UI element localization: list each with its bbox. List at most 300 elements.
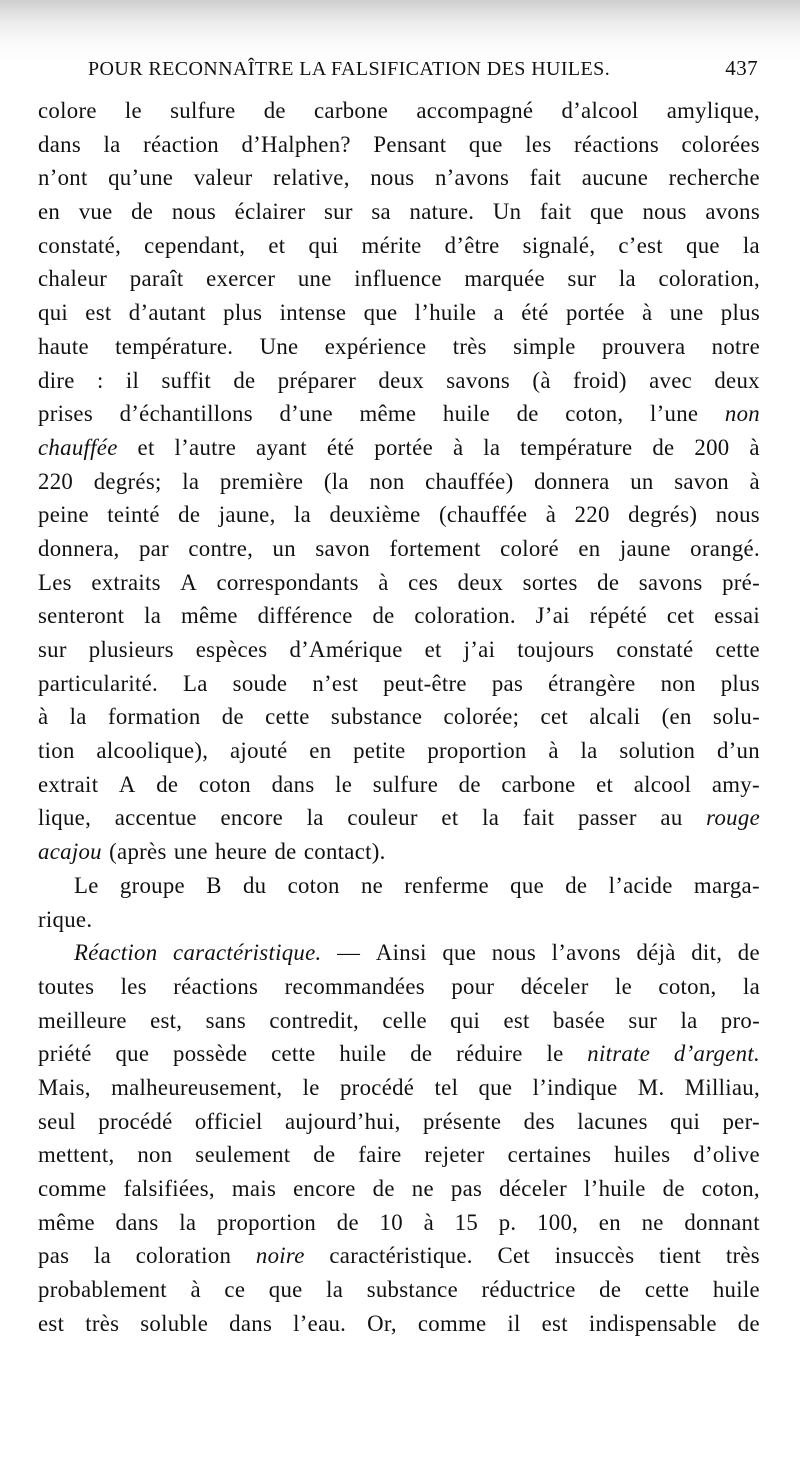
word: degrés) bbox=[628, 502, 698, 528]
word: que bbox=[686, 232, 720, 258]
word: fait bbox=[522, 805, 555, 831]
word: J’ai bbox=[535, 603, 570, 629]
word: soude bbox=[232, 670, 288, 696]
word: valeur bbox=[193, 165, 253, 191]
word: fait bbox=[529, 165, 562, 191]
text-line bbox=[38, 1105, 760, 1139]
word: proportion bbox=[216, 1209, 317, 1235]
word: influence bbox=[354, 266, 442, 292]
word: insuccès bbox=[554, 1243, 635, 1269]
word: savons bbox=[446, 367, 511, 393]
word: la bbox=[326, 1277, 344, 1303]
text-line bbox=[38, 734, 760, 768]
word: de bbox=[516, 401, 539, 427]
word: non bbox=[369, 468, 405, 494]
word: un bbox=[272, 535, 296, 561]
word: tel bbox=[434, 1074, 459, 1100]
word: de bbox=[662, 1176, 685, 1201]
word: que bbox=[590, 199, 624, 225]
word: dans bbox=[115, 1209, 159, 1235]
word: sans bbox=[205, 1007, 247, 1033]
word: plus bbox=[223, 300, 263, 326]
word: de bbox=[131, 199, 154, 225]
word: la bbox=[103, 131, 121, 157]
text-line bbox=[38, 296, 760, 330]
word: de bbox=[313, 1142, 336, 1168]
word: d’être bbox=[444, 232, 500, 258]
text-line bbox=[38, 700, 760, 734]
word: n’avons bbox=[434, 165, 510, 191]
word: nous bbox=[491, 940, 537, 966]
word: qui bbox=[308, 232, 339, 258]
word: que bbox=[478, 1074, 513, 1100]
word: espèces bbox=[195, 637, 268, 662]
word: dans bbox=[271, 771, 315, 797]
word: donnera, bbox=[38, 535, 120, 561]
word: chaleur bbox=[38, 266, 108, 292]
word: la bbox=[306, 805, 324, 831]
word: sur bbox=[628, 1007, 658, 1033]
word: pro- bbox=[720, 1007, 760, 1033]
word: encore bbox=[220, 805, 284, 831]
word: ne bbox=[360, 872, 384, 898]
word: à bbox=[545, 502, 557, 528]
word: à bbox=[38, 704, 49, 730]
word: senteront bbox=[38, 603, 125, 629]
word: une bbox=[297, 266, 332, 292]
word: de bbox=[372, 603, 395, 629]
word: coton, bbox=[701, 1176, 760, 1201]
text-line bbox=[38, 835, 760, 869]
word: les bbox=[525, 131, 552, 157]
word: en bbox=[38, 199, 61, 225]
text-line bbox=[38, 1037, 760, 1071]
word: cette bbox=[644, 1277, 690, 1303]
word: certaines bbox=[507, 1142, 592, 1168]
word: 200 bbox=[694, 434, 730, 460]
word: cette bbox=[271, 1041, 316, 1067]
word: orangé. bbox=[690, 535, 760, 561]
text-line bbox=[38, 330, 760, 364]
word: préparer bbox=[277, 367, 357, 393]
word: Réaction bbox=[74, 940, 158, 966]
word: indispensable bbox=[588, 1310, 717, 1336]
word: savon bbox=[674, 468, 729, 494]
word: comme bbox=[417, 1310, 487, 1336]
word: alcali bbox=[589, 704, 641, 730]
word: amy- bbox=[711, 771, 760, 797]
text-line bbox=[38, 1004, 760, 1038]
text-line bbox=[38, 768, 760, 802]
word: au bbox=[660, 805, 683, 831]
word: d’un bbox=[716, 738, 760, 764]
word: que bbox=[363, 300, 398, 326]
word: éclairer bbox=[234, 199, 306, 225]
word: alcool bbox=[633, 771, 692, 797]
word: pour bbox=[451, 973, 495, 999]
word: huile bbox=[712, 1277, 760, 1303]
word: recherche bbox=[668, 165, 760, 191]
word: une bbox=[173, 839, 208, 865]
word: colore bbox=[38, 98, 97, 123]
word: une bbox=[669, 300, 704, 326]
word: portée bbox=[374, 434, 434, 460]
word: 15 bbox=[454, 1209, 479, 1235]
word: Ainsi bbox=[375, 940, 427, 966]
word: n’est bbox=[312, 670, 359, 696]
word: rique. bbox=[38, 906, 93, 932]
word: d’Amérique bbox=[289, 637, 403, 662]
word: qui bbox=[38, 300, 69, 326]
word: relative, bbox=[272, 165, 350, 191]
word: il bbox=[507, 1310, 521, 1336]
word: d’argent. bbox=[673, 1041, 760, 1067]
word: l’huile bbox=[584, 1176, 646, 1201]
word: cette bbox=[715, 637, 760, 662]
word: colorée; bbox=[443, 704, 520, 730]
word: coton bbox=[198, 771, 252, 797]
word: pas bbox=[450, 1176, 483, 1201]
text-line bbox=[38, 498, 760, 532]
word: la bbox=[580, 738, 598, 764]
text-line bbox=[38, 1138, 760, 1172]
word: donnant bbox=[684, 1209, 760, 1235]
word: en bbox=[598, 1209, 621, 1235]
word: celle bbox=[382, 1007, 427, 1033]
word: recommandées bbox=[284, 973, 425, 999]
word: toujours bbox=[517, 637, 595, 662]
word: contredit, bbox=[269, 1007, 360, 1033]
word: sulfure bbox=[372, 771, 439, 797]
word: réaction bbox=[143, 131, 219, 157]
word: chauffée bbox=[38, 434, 118, 460]
word: huiles bbox=[614, 1142, 671, 1168]
word: dans bbox=[229, 1310, 273, 1336]
word: soluble bbox=[140, 1310, 209, 1336]
word: sur bbox=[38, 637, 67, 662]
word: correspondants bbox=[216, 569, 359, 595]
word: et bbox=[137, 434, 155, 460]
word: à bbox=[190, 1277, 201, 1303]
word: déceler bbox=[499, 1176, 568, 1201]
word: cet bbox=[666, 603, 695, 629]
word: contact). bbox=[303, 839, 386, 865]
word: (chauffée bbox=[438, 502, 528, 528]
word: coloré bbox=[500, 535, 559, 561]
word: que bbox=[442, 940, 477, 966]
word: suffit bbox=[161, 367, 212, 393]
word: chauffée) bbox=[425, 468, 514, 494]
word: de bbox=[565, 872, 588, 898]
word: réactions bbox=[173, 973, 259, 999]
word: noire bbox=[255, 1243, 305, 1269]
text-line bbox=[38, 667, 760, 701]
word: possède bbox=[173, 1041, 248, 1067]
word: avons bbox=[705, 199, 760, 225]
word: nitrate bbox=[587, 1041, 651, 1067]
text-line bbox=[38, 195, 760, 229]
word: de bbox=[410, 1041, 433, 1067]
word: La bbox=[183, 670, 208, 696]
word: même bbox=[38, 1209, 95, 1235]
word: des bbox=[523, 1108, 555, 1134]
word: malheureusement, bbox=[111, 1074, 283, 1100]
word: formation bbox=[107, 704, 201, 730]
word: les bbox=[120, 973, 147, 999]
word: caractéristique. bbox=[173, 940, 322, 966]
word: jaune, bbox=[218, 502, 276, 528]
word: prouvera bbox=[601, 333, 686, 359]
word: simple bbox=[513, 333, 576, 359]
word: (après bbox=[109, 839, 167, 865]
word: en bbox=[309, 738, 332, 764]
word: à bbox=[378, 569, 389, 595]
word: caractéristique. bbox=[329, 1243, 473, 1269]
word: lique, bbox=[38, 805, 92, 831]
word: expérience bbox=[324, 333, 427, 359]
text-line bbox=[38, 1172, 760, 1206]
word: de bbox=[737, 940, 760, 966]
word: prises bbox=[38, 401, 93, 427]
word: et bbox=[424, 637, 442, 662]
word: d’une bbox=[279, 401, 333, 427]
word: degrés; bbox=[93, 468, 162, 494]
word: solution bbox=[619, 738, 696, 764]
word: tion bbox=[38, 738, 75, 764]
word: encore bbox=[293, 1176, 356, 1201]
word: le bbox=[335, 771, 353, 797]
word: particularité. bbox=[38, 670, 159, 696]
word: Pensant bbox=[373, 131, 447, 157]
word: l’huile bbox=[414, 300, 477, 326]
word: sortes bbox=[522, 569, 578, 595]
word: l’eau. bbox=[293, 1310, 347, 1336]
word: rouge bbox=[706, 805, 760, 831]
word: sa bbox=[371, 199, 391, 225]
word: n’ont bbox=[38, 165, 88, 191]
word: tient bbox=[659, 1243, 702, 1269]
word: la bbox=[94, 1243, 112, 1269]
word: réductrice bbox=[481, 1277, 576, 1303]
word: de bbox=[221, 704, 244, 730]
word: amylique, bbox=[666, 98, 760, 123]
word: cette bbox=[265, 704, 310, 730]
word: nous bbox=[715, 502, 760, 528]
running-head bbox=[88, 56, 758, 94]
word: coloration bbox=[135, 1243, 232, 1269]
word: intense bbox=[279, 300, 347, 326]
word: carbone bbox=[501, 771, 576, 797]
word: huile bbox=[442, 401, 491, 427]
word: très bbox=[85, 1310, 120, 1336]
word: un bbox=[630, 468, 654, 494]
word: officiel bbox=[194, 1108, 263, 1134]
word: ajouté bbox=[230, 738, 288, 764]
word: toutes bbox=[38, 973, 95, 999]
word: (à bbox=[532, 367, 551, 393]
word: de bbox=[156, 771, 179, 797]
text-line bbox=[38, 599, 760, 633]
word: dit, bbox=[691, 940, 723, 966]
word: est bbox=[541, 1310, 568, 1336]
text-line bbox=[38, 1239, 760, 1273]
word: réactions bbox=[574, 131, 660, 157]
word: et bbox=[596, 771, 614, 797]
text-line bbox=[38, 566, 760, 600]
word: Les bbox=[38, 569, 72, 595]
word: nous bbox=[171, 199, 217, 225]
word: probablement bbox=[38, 1277, 167, 1303]
word: très bbox=[452, 333, 487, 359]
word: couleur bbox=[347, 805, 418, 831]
word: première bbox=[219, 468, 304, 494]
word: peine bbox=[38, 502, 89, 528]
word: coton bbox=[287, 872, 340, 898]
word: Une bbox=[259, 333, 299, 359]
word: 220 bbox=[574, 502, 610, 528]
word: l’une bbox=[649, 401, 699, 427]
word: : bbox=[96, 367, 104, 393]
text-line bbox=[38, 532, 760, 566]
word: de bbox=[737, 1310, 760, 1336]
word: extrait bbox=[38, 771, 99, 797]
word: per- bbox=[722, 1108, 760, 1134]
word: été bbox=[326, 434, 355, 460]
word: groupe bbox=[119, 872, 185, 898]
word: et bbox=[268, 232, 286, 258]
word: avec bbox=[649, 367, 693, 393]
word: constaté, bbox=[38, 232, 122, 258]
word: seulement bbox=[195, 1142, 291, 1168]
word: dire bbox=[38, 367, 75, 393]
word: qu’une bbox=[108, 165, 174, 191]
word: à bbox=[749, 468, 760, 494]
word: mérite bbox=[361, 232, 422, 258]
word: marquée bbox=[464, 266, 545, 292]
word: température. bbox=[115, 333, 234, 359]
word: non bbox=[660, 670, 696, 696]
text-line bbox=[38, 801, 760, 835]
text-line bbox=[38, 936, 760, 970]
word: la bbox=[483, 434, 501, 460]
word: il bbox=[125, 367, 140, 393]
page-number: 437 bbox=[725, 56, 758, 80]
word: mais bbox=[231, 1176, 277, 1201]
text-line bbox=[38, 397, 760, 431]
word: de bbox=[178, 502, 201, 528]
word: haute bbox=[38, 333, 89, 359]
word: d’olive bbox=[693, 1142, 760, 1168]
word: A bbox=[180, 569, 198, 595]
word: p. bbox=[498, 1209, 517, 1235]
text-line bbox=[38, 633, 760, 667]
word: non bbox=[137, 1142, 173, 1168]
word: le bbox=[124, 98, 142, 123]
word: accompagné bbox=[416, 98, 534, 123]
word: extraits bbox=[91, 569, 161, 595]
word: plusieurs bbox=[88, 637, 174, 662]
word: nature. bbox=[409, 199, 475, 225]
word: répété bbox=[589, 603, 648, 629]
text-line bbox=[38, 94, 760, 128]
word: contre, bbox=[188, 535, 254, 561]
word: la bbox=[182, 468, 200, 494]
word: le bbox=[546, 1041, 564, 1067]
text-line bbox=[38, 1307, 760, 1341]
word: Or, bbox=[367, 1310, 397, 1336]
word: plus bbox=[720, 670, 760, 696]
word: coton, bbox=[565, 401, 624, 427]
word: — bbox=[337, 940, 361, 966]
word: deux bbox=[378, 367, 424, 393]
word: la bbox=[680, 1007, 698, 1033]
word: la bbox=[294, 502, 312, 528]
word: cependant, bbox=[144, 232, 246, 258]
word: réduire bbox=[456, 1041, 523, 1067]
word: coloration. bbox=[414, 603, 516, 629]
word: deuxième bbox=[329, 502, 421, 528]
word: a bbox=[493, 300, 504, 326]
word: l’acide bbox=[608, 872, 673, 898]
word: 100, bbox=[537, 1209, 579, 1235]
text-line bbox=[38, 970, 760, 1004]
word: la bbox=[618, 266, 636, 292]
word: sur bbox=[323, 199, 353, 225]
word: seul bbox=[38, 1108, 76, 1134]
word: huile bbox=[339, 1041, 387, 1067]
word: notre bbox=[711, 333, 760, 359]
word: aucune bbox=[581, 165, 649, 191]
word: d’Halphen? bbox=[241, 131, 351, 157]
word: sur bbox=[567, 266, 597, 292]
word: cet bbox=[540, 704, 569, 730]
word: carbone bbox=[313, 98, 389, 123]
text-line bbox=[38, 128, 760, 162]
word: ayant bbox=[256, 434, 307, 460]
word: donnera bbox=[534, 468, 610, 494]
word: mettent, bbox=[38, 1142, 115, 1168]
word: par bbox=[138, 535, 169, 561]
word: de bbox=[274, 839, 297, 865]
word: basée bbox=[552, 1007, 606, 1033]
word: 220 bbox=[38, 468, 74, 494]
word: (en bbox=[661, 704, 692, 730]
body-text bbox=[38, 94, 760, 1340]
word: (la bbox=[323, 468, 349, 494]
word: signalé, bbox=[522, 232, 596, 258]
word: non bbox=[724, 401, 760, 427]
word: ces bbox=[408, 569, 439, 595]
word: déceler bbox=[520, 973, 589, 999]
word: pas bbox=[491, 670, 524, 696]
word: ne bbox=[641, 1209, 664, 1235]
running-title: POUR RECONNAÎTRE LA FALSIFICATION DES HUILES. bbox=[88, 58, 611, 80]
word: paraît bbox=[129, 266, 184, 292]
word: d’autant bbox=[128, 300, 206, 326]
word: nous bbox=[370, 165, 415, 191]
word: vue bbox=[78, 199, 113, 225]
word: acajou bbox=[38, 839, 102, 865]
word: différence bbox=[257, 603, 353, 629]
word: c’est bbox=[618, 232, 663, 258]
text-line bbox=[38, 465, 760, 499]
word: que bbox=[268, 1277, 303, 1303]
word: de bbox=[372, 1176, 395, 1201]
text-line bbox=[38, 1206, 760, 1240]
word: peut-être bbox=[383, 670, 467, 696]
text-line bbox=[38, 869, 760, 903]
word: même bbox=[180, 603, 238, 629]
